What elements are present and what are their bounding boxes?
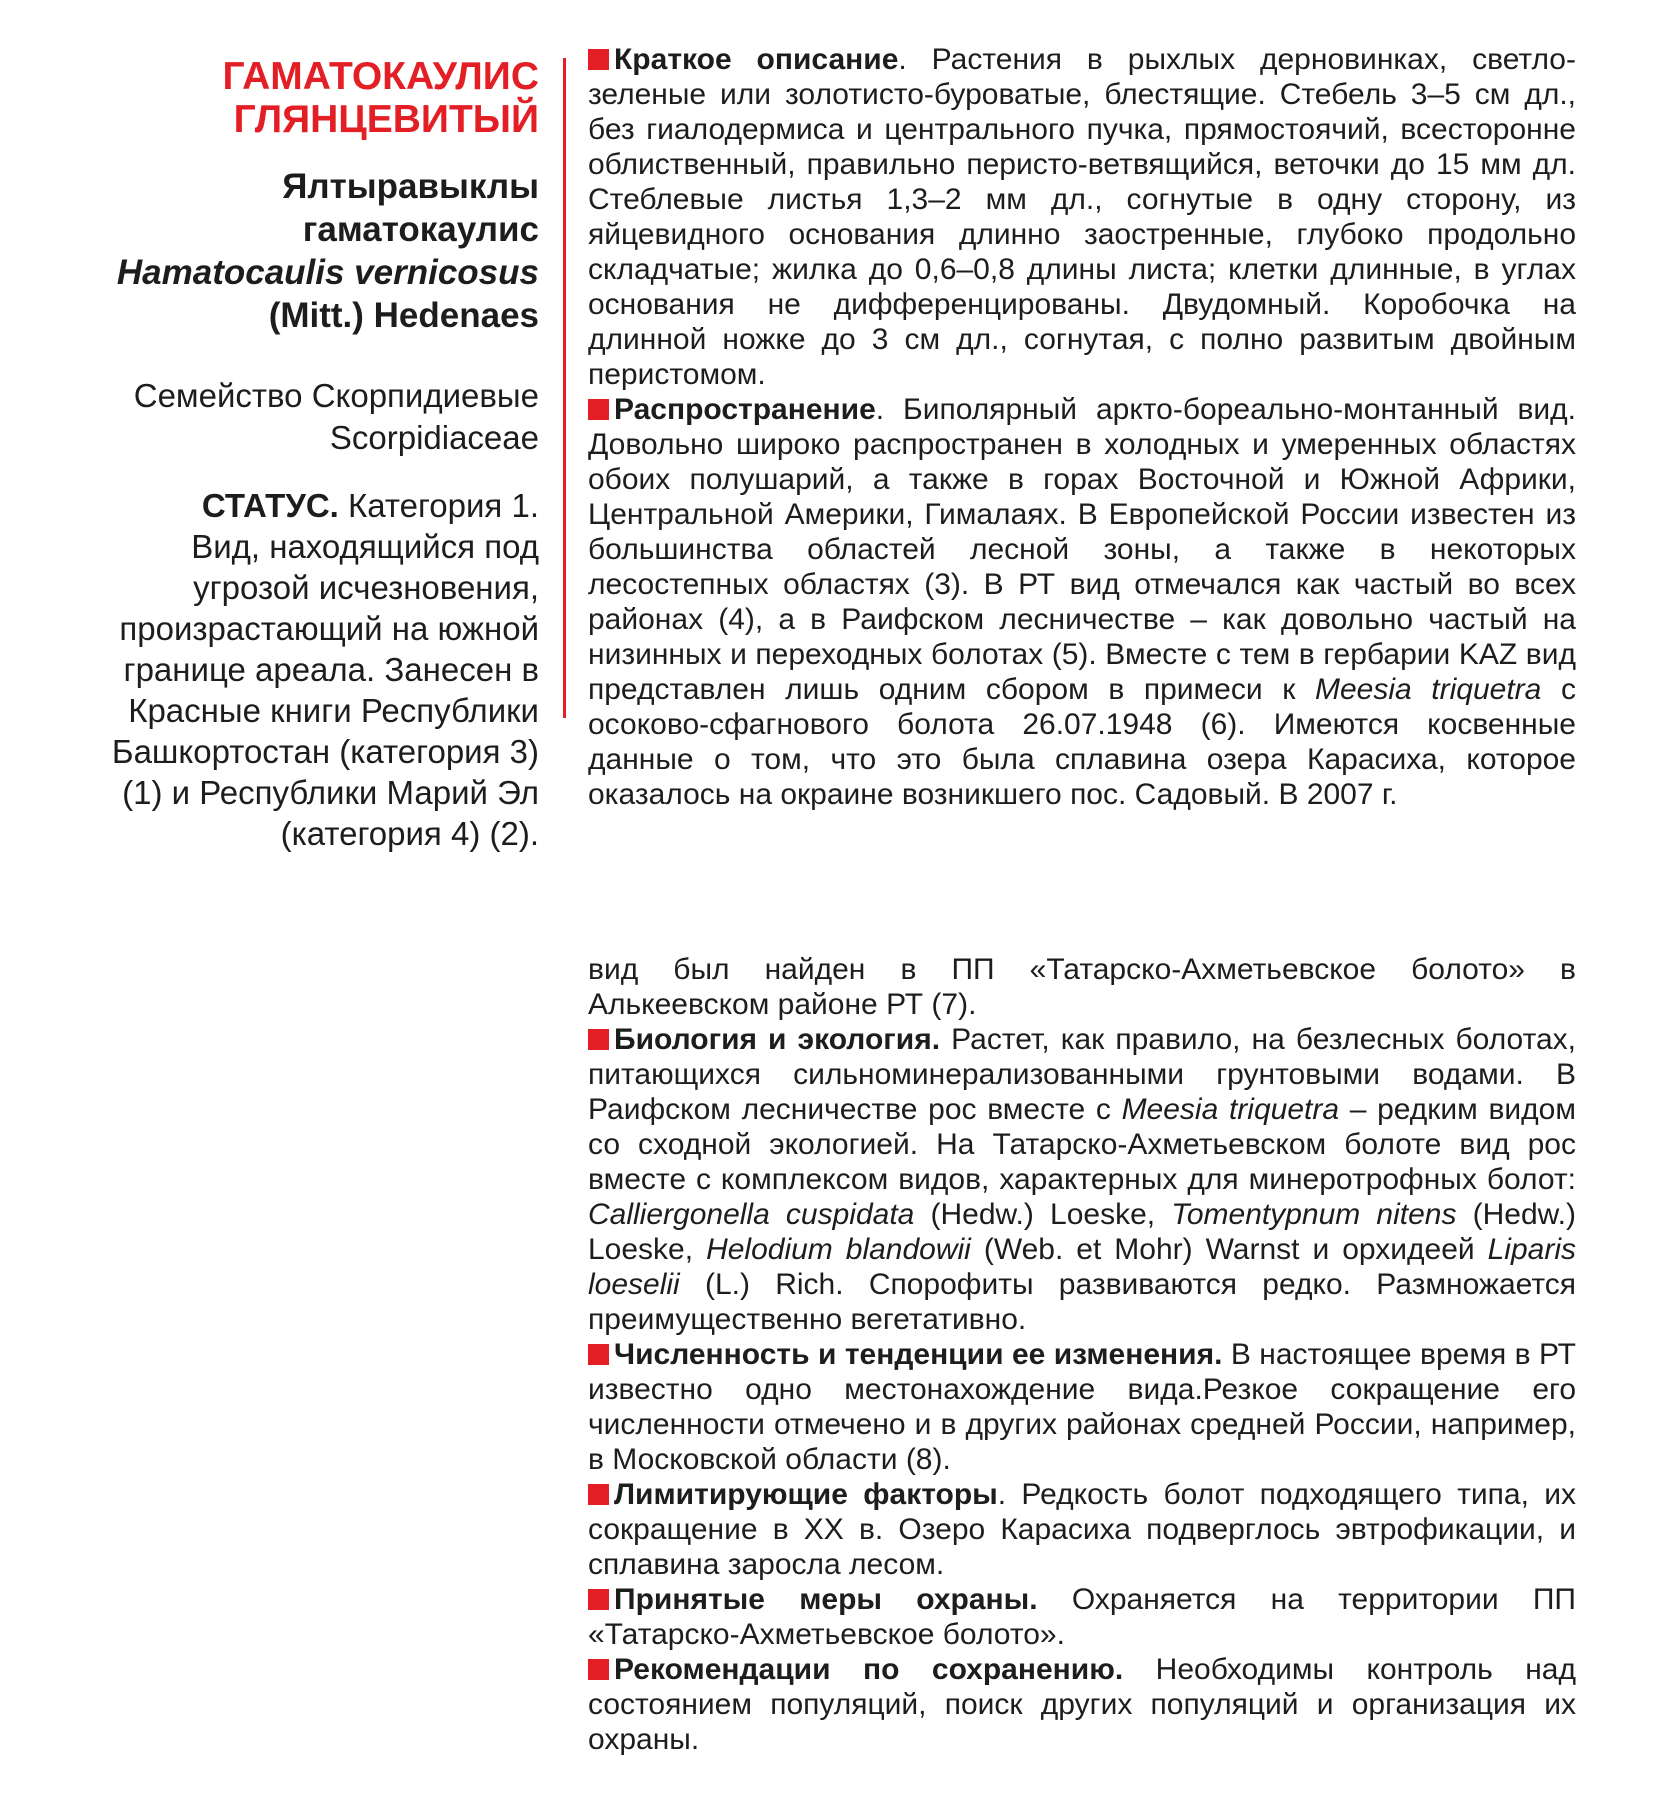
species-header-column: [75, 55, 539, 854]
status-label: СТАТУС.: [201, 487, 339, 524]
content-gap: [588, 812, 1576, 952]
article-column: [588, 42, 1576, 1757]
status-block: [75, 485, 539, 854]
section-distribution: Распространение. Биполярный аркто-бореально-монтанный вид. Довольно широко распространен в холодных и умеренных областях обоих полушарий, а также в горах Восточной и Южной Африки, Центральной Америки, Гималаях. В Европейской России известен из большинства областей лесной зоны, а также в некоторых лесостепных областях (3). В РТ вид отмечался как частый во всех районах (4), а в Раифском лесничестве – как довольно частый на низинных и переходных болотах (5). Вместе с тем в гербарии KAZ вид представлен лишь одним сбором в примеси к Meesia triquetra с осоково-сфагнового болота 26.07.1948 (6). Имеются косвенные данные о том, что это была сплавина озера Карасиха, которое оказалось на окраине возникшего пос. Садовый. В 2007 г.: [588, 393, 1576, 811]
species-name-latin: Hamatocaulis vernicosus: [116, 253, 539, 292]
species-author: (Mitt.) Hedenaes: [268, 296, 539, 335]
section-biology-ecology: Биология и экология. Растет, как правило, на безлесных болотах, питающихся сильноминерализованными грунтовыми водами. В Раифском лесничестве рос вместе с Meesia triquetra – редким видом со сходной экологией. На Татарско-Ахметьевском болоте вид рос вместе с комплексом видов, характерных для минеротрофных болот: Calliergonella cuspidata (Hedw.) Loeske, Tomentypnum nitens (Hedw.) Loeske, Helodium blandowii (Web. et Mohr) Warnst и орхидеей Liparis loeselii (L.) Rich. Спорофиты развиваются редко. Размножается преимущественно вегетативно.: [588, 1023, 1577, 1336]
section-bullet-icon: [588, 1344, 609, 1365]
species-names-block: [75, 165, 539, 337]
section-bullet-icon: [588, 1659, 609, 1680]
status-text: Вид, находящийся под угрозой исчезновения, произрастающий на южной границе ареала. Занесен в Красные книги Республики Башкортостан (категория 3) (1) и Республики Марий Эл (категория 4) (2).: [111, 528, 539, 852]
species-name-ru: ГАМАТОКАУЛИС ГЛЯНЦЕВИТЫЙ: [222, 55, 539, 141]
section-bullet-icon: [588, 399, 609, 420]
family-name-ru: Семейство Скорпидиевые: [133, 377, 539, 414]
section-population-trends: Численность и тенденции ее изменения. В настоящее время в РТ известно одно местонахождение вида.Резкое сокращение его численности отмечено и в других районах средней России, например, в Московской области (8).: [588, 1338, 1576, 1476]
section-conservation-recommendations: Рекомендации по сохранению. Необходимы контроль над состоянием популяций, поиск других популяций и организация их охраны.: [588, 1653, 1576, 1756]
column-divider-line: [563, 58, 566, 718]
family-name-latin: Scorpidiaceae: [329, 419, 539, 456]
section-bullet-icon: [588, 49, 609, 70]
section-bullet-icon: [588, 1484, 609, 1505]
species-name-tatar: Ялтыравыклы гаматокаулис: [282, 167, 539, 249]
section-distribution-continued: вид был найден в ПП «Татарско-Ахметьевское болото» в Алькеевском районе РТ (7).: [588, 953, 1576, 1021]
section-bullet-icon: [588, 1589, 609, 1610]
section-bullet-icon: [588, 1029, 609, 1050]
section-limiting-factors: Лимитирующие факторы. Редкость болот подходящего типа, их сокращение в XX в. Озеро Карасиха подверглось эвтрофикации, и сплавина заросла лесом.: [588, 1478, 1576, 1581]
family-block: [75, 375, 539, 459]
section-protection-measures: Принятые меры охраны. Охраняется на территории ПП «Татарско-Ахметьевское болото».: [588, 1583, 1576, 1651]
section-short-description: Краткое описание. Растения в рыхлых дерновинках, светло-зеленые или золотисто-буроватые, блестящие. Стебель 3–5 см дл., без гиалодермиса и центрального пучка, прямостоячий, всесторонне облиственный, правильно перисто-ветвящийся, веточки до 15 мм дл. Стеблевые листья 1,3–2 мм дл., согнутые в одну сторону, из яйцевидного основания длинно заостренные, глубоко продольно складчатые; жилка до 0,6–0,8 длины листа; клетки длинные, в углах основания не дифференцированы. Двудомный. Коробочка на длинной ножке до 3 см дл., согнутая, с полно развитым двойным перистомом.: [588, 43, 1576, 391]
status-category: Категория 1.: [348, 487, 539, 524]
